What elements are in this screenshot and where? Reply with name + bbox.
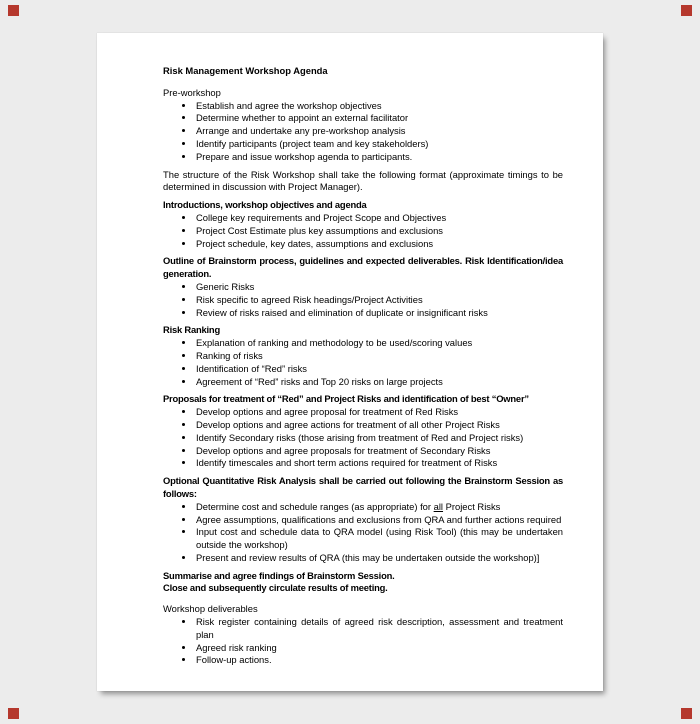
bullet-item: • Identify participants (project team and key stakeholders) [195,138,563,151]
bullet-list [163,212,563,250]
bullet-item: • College key requirements and Project Scope and Objectives [195,212,563,225]
document-section [163,570,563,596]
bullet-list [163,501,563,565]
corner-marker-bottom-left-icon [8,708,19,719]
bullet-list [163,337,563,388]
bullet-item: • Agreed risk ranking [195,642,563,655]
bullet-list [163,406,563,470]
bullet-item: • Present and review results of QRA (this may be undertaken outside the workshop)] [195,552,563,565]
bullet-list [163,281,563,319]
document-title: Risk Management Workshop Agenda [163,65,328,76]
text-segment: Project Risks [443,500,501,512]
section-heading: Close and subsequently circulate results of meeting. [163,582,388,594]
bullet-item: • Identification of “Red” risks [195,363,563,376]
document-section [163,324,563,388]
bullet-item: • Agreement of “Red” risks and Top 20 risks on large projects [195,376,563,389]
section-label: Workshop deliverables [163,603,258,615]
bullet-item: • Develop options and agree actions for treatment of all other Project Risks [195,419,563,432]
bullet-item: • Identify timescales and short term actions required for treatment of Risks [195,457,563,470]
corner-marker-top-right-icon [681,5,692,16]
bullet-list [163,100,563,164]
bullet-item: • Explanation of ranking and methodology to be used/scoring values [195,337,563,350]
bullet-item: • Risk specific to agreed Risk headings/Project Activities [195,294,563,307]
bullet-item: • Identify Secondary risks (those arising from treatment of Red and Project risks) [195,432,563,445]
section-heading: Proposals for treatment of “Red” and Project Risks and identification of best “Owner” [163,393,529,405]
bullet-item: • Agree assumptions, qualifications and exclusions from QRA and further actions required [195,514,563,527]
bullet-item: • Ranking of risks [195,350,563,363]
bullet-item: • Risk register containing details of agreed risk description, assessment and treatment plan [195,616,563,642]
bullet-item: • Follow-up actions. [195,654,563,667]
section-heading: Introductions, workshop objectives and agenda [163,199,367,211]
document-section [163,199,563,250]
section-heading: Risk Ranking [163,324,220,336]
bullet-item: • Develop options and agree proposals for treatment of Secondary Risks [195,445,563,458]
bullet-item: • Arrange and undertake any pre-workshop analysis [195,125,563,138]
underlined-text: all [433,500,444,512]
document-section [163,475,563,565]
section-heading: Outline of Brainstorm process, guidelines and expected deliverables. Risk Identification/idea generation. [163,255,563,280]
bullet-item [195,501,563,514]
corner-marker-top-left-icon [8,5,19,16]
section-label: Pre-workshop [163,86,221,98]
section-heading: Optional Quantitative Risk Analysis shall be carried out following the Brainstorm Session as follows: [163,475,563,499]
bullet-item: • Review of risks raised and elimination of duplicate or insignificant risks [195,307,563,320]
document-section [163,393,563,470]
bullet-item: • Generic Risks [195,281,563,294]
document-section [163,603,563,667]
bullet-item: • Project schedule, key dates, assumptions and exclusions [195,238,563,251]
body-paragraph: The structure of the Risk Workshop shall take the following format (approximate timings to be determined in discussion with Project Manager). [163,168,563,193]
document-section [163,87,563,164]
section-heading: Summarise and agree findings of Brainstorm Session. [163,569,395,581]
corner-marker-bottom-right-icon [681,708,692,719]
bullet-item: • Establish and agree the workshop objectives [195,100,563,113]
bullet-list [163,616,563,667]
document-page [97,33,603,691]
document-sections [163,87,563,667]
bullet-item: • Determine whether to appoint an external facilitator [195,112,563,125]
bullet-item: • Input cost and schedule data to QRA model (using Risk Tool) (this may be undertaken outside the workshop) [195,526,563,552]
document-section [163,169,563,195]
document-content [97,33,603,667]
bullet-item: • Develop options and agree proposal for treatment of Red Risks [195,406,563,419]
document-section [163,255,563,319]
bullet-item: • Prepare and issue workshop agenda to participants. [195,151,563,164]
text-segment: Determine cost and schedule ranges (as appropriate) for [196,500,434,512]
bullet-item: • Project Cost Estimate plus key assumptions and exclusions [195,225,563,238]
